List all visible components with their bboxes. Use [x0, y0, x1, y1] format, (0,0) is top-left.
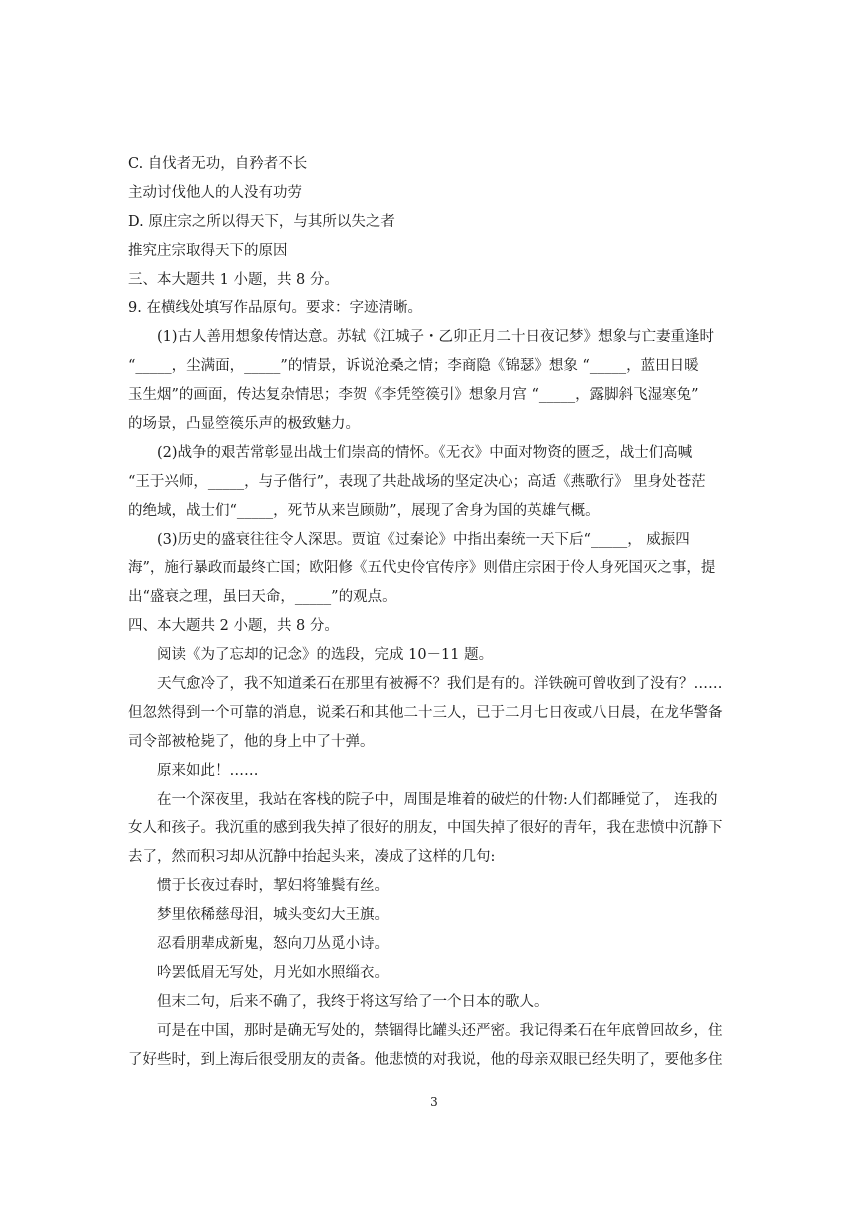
text-line: 天气愈冷了，我不知道柔石在那里有被褥不？我们是有的。洋铁碗可曾收到了没有？……	[157, 676, 723, 693]
text-line: 去了，然而积习却从沉静中抬起头来，凑成了这样的几句:	[128, 849, 496, 866]
text-line: “_____，尘满面，_____”的情景，诉说沧桑之情；李商隐《锦瑟》想象 “_____，蓝田日暖	[128, 358, 699, 375]
document-body	[128, 150, 748, 1075]
text-line: D. 原庄宗之所以得天下，与其所以失之者	[128, 213, 395, 230]
text-line: 司令部被枪毙了，他的身上中了十弹。	[128, 733, 375, 750]
text-line: 的绝域，战士们“_____，死节从来岂顾勋”，展现了舍身为国的英雄气概。	[128, 502, 600, 519]
text-line: (3)历史的盛衰往往令人深思。贾谊《过秦论》中指出秦统一天下后“_____， 威振四	[157, 531, 690, 548]
text-line: 忍看朋辈成新鬼，怒向刀丛觅小诗。	[157, 936, 389, 953]
text-line: 但忽然得到一个可靠的消息，说柔石和其他二十三人，已于二月七日夜或八日晨，在龙华警备	[128, 704, 723, 721]
page-number: 3	[430, 1095, 438, 1109]
text-line: 玉生烟”的画面，传达复杂情思；李贺《李凭箜篌引》想象月宫 “_____，露脚斜飞湿寒兔”	[128, 387, 699, 404]
text-line: 主动讨伐他人的人没有功劳	[128, 184, 302, 201]
text-line: 原来如此！……	[157, 762, 259, 779]
text-line: C. 自伐者无功，自矜者不长	[128, 156, 308, 172]
text-line: 9. 在横线处填写作品原句。要求：字迹清晰。	[128, 300, 422, 317]
text-line: 了好些时，到上海后很受朋友的责备。他悲愤的对我说，他的母亲双眼已经失明了，要他多住	[128, 1051, 723, 1068]
text-line: 可是在中国，那时是确无写处的，禁锢得比罐头还严密。我记得柔石在年底曾回故乡，住	[157, 1022, 723, 1039]
text-line: 三、本大题共 1 小题，共 8 分。	[128, 271, 339, 288]
text-line: 但末二句，后来不确了，我终于将这写给了一个日本的歌人。	[157, 993, 549, 1010]
text-line: 吟罢低眉无写处，月光如水照缁衣。	[157, 964, 389, 981]
text-line: (1)古人善用想象传情达意。苏轼《江城子・乙卯正月二十日夜记梦》想象与亡妻重逢时	[157, 329, 715, 346]
text-line: 在一个深夜里，我站在客栈的院子中，周围是堆着的破烂的什物:人们都睡觉了， 连我的	[157, 791, 718, 808]
text-line: 出“盛衰之理，虽曰天命，_____”的观点。	[128, 589, 397, 606]
text-line: 惯于长夜过春时，挈妇将雏鬓有丝。	[157, 878, 389, 895]
text-line: (2)战争的艰苦常彰显出战士们崇高的情怀。《无衣》中面对物资的匮乏，战士们高喊	[157, 444, 693, 461]
text-line: 的场景，凸显箜篌乐声的极致魅力。	[128, 416, 360, 433]
text-line: 海”，施行暴政而最终亡国；欧阳修《五代史伶官传序》则借庄宗困于伶人身死国灭之事，提	[128, 560, 716, 577]
text-line: 推究庄宗取得天下的原因	[128, 242, 288, 259]
text-line: 四、本大题共 2 小题，共 8 分。	[128, 618, 339, 635]
text-line: 女人和孩子。我沉重的感到我失掉了很好的朋友，中国失掉了很好的青年，我在悲愤中沉静下	[128, 820, 723, 837]
text-line: 梦里依稀慈母泪，城头变幻大王旗。	[157, 907, 389, 924]
text-line: “王于兴师，_____，与子偕行”，表现了共赴战场的坚定决心；高适《燕歌行》 里身处苍茫	[128, 473, 706, 490]
text-line: 阅读《为了忘却的记念》的选段，完成 10－11 题。	[157, 647, 494, 664]
